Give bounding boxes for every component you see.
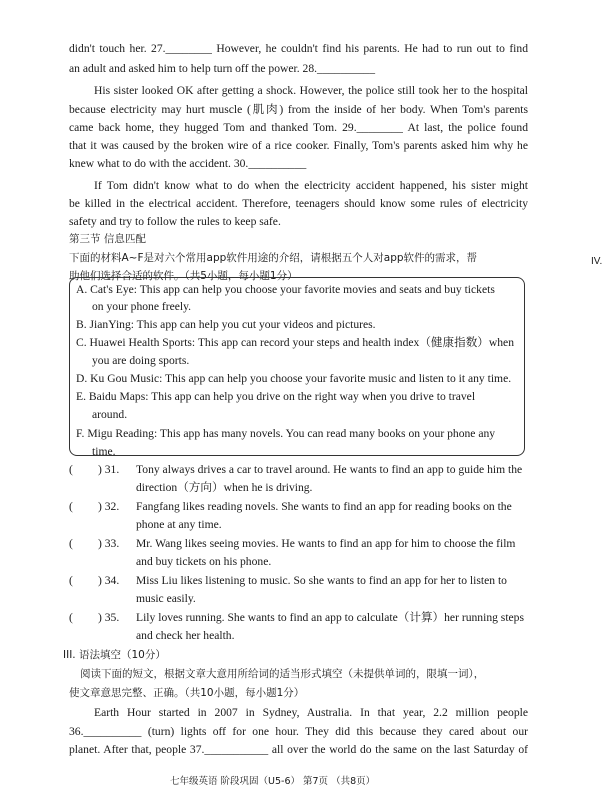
- question-number: ) 33.: [98, 537, 120, 550]
- option-item: you are doing sports.: [92, 354, 190, 367]
- passage-line: If Tom didn't know what to do when the electricity accident happened, his sister might: [94, 179, 528, 192]
- section-title: III. 语法填空（10分）: [63, 649, 166, 661]
- answer-blank[interactable]: (: [69, 463, 73, 476]
- question-text: Fangfang likes reading novels. She wants to find an app for reading books on the: [136, 500, 512, 513]
- passage-line: knew what to do with the accident. 30.__________: [69, 157, 307, 170]
- section-title: 第三节 信息匹配: [69, 233, 146, 245]
- passage-line: an adult and asked him to help turn off the power. 28.__________: [69, 62, 375, 75]
- passage-line: safety and try to follow the rules to keep safe.: [69, 215, 281, 228]
- option-item: D. Ku Gou Music: This app can help you choose your favorite music and listen to it any time.: [76, 372, 512, 385]
- section-instruction: 下面的材料A~F是对六个常用app软件用途的介绍，请根据五个人对app软件的需求，帮: [69, 252, 478, 264]
- option-item: C. Huawei Health Sports: This app can record your steps and health index（健康指数）when: [76, 336, 515, 349]
- passage-line: His sister looked OK after getting a shock. However, the police still took her to the hospital: [94, 84, 528, 97]
- option-item: on your phone freely.: [92, 300, 192, 313]
- passage-line: came back home, they hugged Tom and thanked Tom. 29.________ At last, the police found: [69, 121, 528, 134]
- question-text: Miss Liu likes listening to music. So she wants to find an app for her to listen to: [136, 574, 507, 587]
- question-text: Tony always drives a car to travel around. He wants to find an app to guide him the: [136, 463, 523, 476]
- question-number: ) 31.: [98, 463, 120, 476]
- side-mark: IV.: [591, 256, 603, 267]
- passage-line: didn't touch her. 27.________ However, he couldn't find his parents. He had to run out to find: [69, 42, 528, 55]
- question-text: Mr. Wang likes seeing movies. He wants to find an app for him to choose the film: [136, 537, 516, 550]
- passage-line: that it was caused by the broken wire of a rice cooker. Finally, Tom's parents asked him why he: [69, 139, 528, 152]
- question-text: direction（方向）when he is driving.: [136, 481, 313, 494]
- passage-line: Earth Hour started in 2007 in Sydney, Australia. In that year, 2.2 million people: [94, 706, 528, 719]
- question-text: and buy tickets on his phone.: [136, 555, 272, 568]
- option-item: A. Cat's Eye: This app can help you choose your favorite movies and seats and buy tickets: [76, 283, 495, 296]
- answer-blank[interactable]: (: [69, 500, 73, 513]
- page-footer: 七年级英语 阶段巩固（U5-6） 第7页 （共8页）: [170, 776, 376, 787]
- answer-blank[interactable]: (: [69, 574, 73, 587]
- section-instruction: 使文章意思完整、正确。（共10小题，每小题1分）: [69, 687, 305, 699]
- option-item: E. Baidu Maps: This app can help you drive on the right way when you drive to travel: [76, 390, 476, 403]
- question-text: and check her health.: [136, 629, 235, 642]
- passage-line: planet. After that, people 37.___________ all over the world do the same on the last Saturday of: [69, 743, 528, 756]
- option-item: around.: [92, 408, 128, 421]
- section-instruction: 阅读下面的短文，根据文章大意用所给词的适当形式填空（未提供单词的，限填一词），: [80, 668, 485, 680]
- answer-blank[interactable]: (: [69, 611, 73, 624]
- passage-line: be killed in the electrical accident. Therefore, teenagers should know some rules of electricity: [69, 197, 528, 210]
- question-text: phone at any time.: [136, 518, 222, 531]
- section-instruction: 助他们选择合适的软件。（共5小题，每小题1分）: [69, 270, 298, 282]
- question-text: Lily loves running. She wants to find an app to calculate（计算）her running steps: [136, 611, 524, 624]
- question-number: ) 32.: [98, 500, 120, 513]
- question-number: ) 35.: [98, 611, 120, 624]
- passage-line: because electricity may hurt muscle (肌肉) from the inside of her body. When Tom's parents: [69, 103, 528, 116]
- passage-line: 36.__________ (turn) lights off for one hour. They did this because they cared about our: [69, 725, 528, 738]
- option-item: F. Migu Reading: This app has many novels. You can read many books on your phone any: [76, 427, 496, 440]
- question-text: music easily.: [136, 592, 196, 605]
- question-number: ) 34.: [98, 574, 120, 587]
- answer-blank[interactable]: (: [69, 537, 73, 550]
- option-item: B. JianYing: This app can help you cut your videos and pictures.: [76, 318, 376, 331]
- option-item: time.: [92, 445, 116, 458]
